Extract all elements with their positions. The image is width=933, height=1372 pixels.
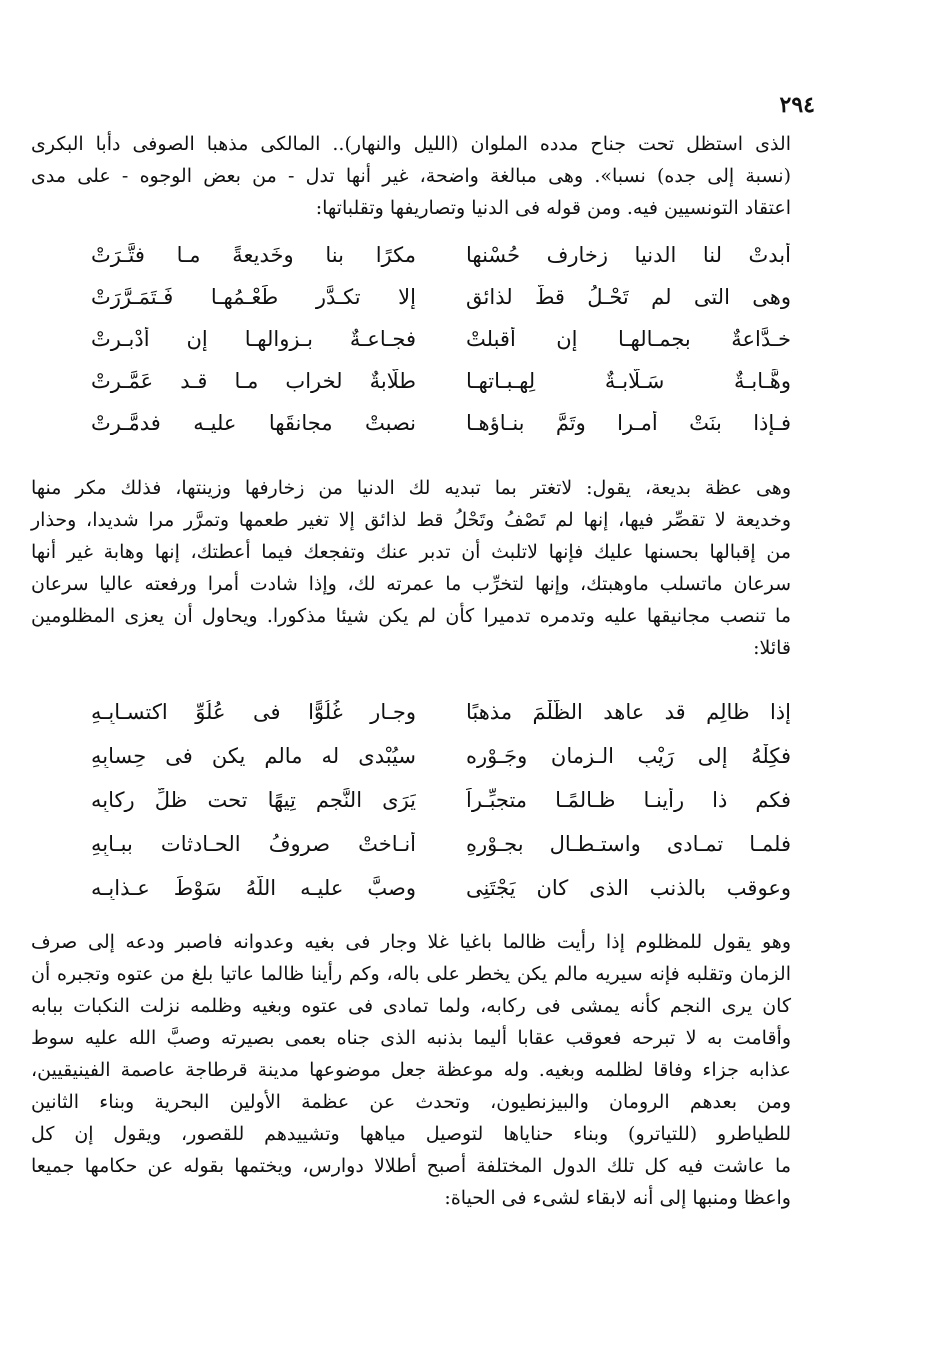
- verse-second-hemistich: وجـار غُلُوًّا فى عُلُوِّ اكتسـابِـهِ: [91, 700, 416, 724]
- paragraph-intro: [31, 128, 791, 224]
- text-line: الذى استظل تحت جناح مدده الملوان (الليل والنهار).. المالكى مذهبا الصوفى دأبا البكرى: [31, 133, 791, 155]
- poem-verse: [91, 369, 791, 411]
- poem-verse: [91, 285, 791, 327]
- verse-second-hemistich: يَرَى النَّجم تِيهًا تحت ظلِّ ركابِه: [91, 788, 416, 812]
- poem-verse: [91, 700, 791, 744]
- poem-world-deceit: [91, 243, 791, 453]
- verse-first-hemistich: فـإذا بنَتْ أمـرا وتَمَّ بنـاؤهـا: [466, 411, 791, 435]
- verse-second-hemistich: نصبتْ مجانقَها عليـه فدمَّـرتْ: [91, 411, 416, 435]
- verse-second-hemistich: إلا تكـدَّر طَعْـمُهـا فَـتَمَـرَّرَتْ: [91, 285, 416, 309]
- text-line: ما عاشت فيه كل تلك الدول المختلفة أصبح أطلالا دوارس، ويختمها بقوله عن حكامها جميعا: [31, 1155, 791, 1177]
- text-line: للطياطرو (للتياترو) وبناء حناياها لتوصيل مياهها وتشييدهم للقصور، ويقول إن كل: [31, 1123, 791, 1145]
- page-number: ٢٩٤: [779, 92, 815, 118]
- verse-second-hemistich: طلَّابةٌ لخراب مـا قـد عَمَّـرتْ: [91, 369, 416, 393]
- text-line: الزمان وتقلبه فإنه سيريه مالم يكن يخطر على باله، وكم رأينا ظالما عاتيا بلغ من عتوه وتجبره أن: [31, 963, 791, 985]
- text-line: ما تنصب مجانيقها عليه وتدمره تدميرا كأن لم يكن شيئا مذكورا. ويحاول أن يعزى المظلومين: [31, 605, 791, 627]
- text-line: عذابه جزاء وفاقا لظلمه وبغيه. وله موعظة جعل موضوعها مدينة قرطاجة عاصمة الفينيقيين،: [31, 1059, 791, 1081]
- verse-first-hemistich: فلمـا تمـادى واستـطـال بجـوْرِهِ: [466, 832, 791, 856]
- verse-first-hemistich: وعوقب بالذنب الذى كان يَجْتَنِى: [466, 876, 791, 900]
- poem-verse: [91, 243, 791, 285]
- poem-verse: [91, 876, 791, 920]
- paragraph-explanation: [31, 926, 791, 1214]
- text-line: واعظا ومنبها إلى أنه لابقاء لشىء فى الحياة:: [444, 1187, 791, 1209]
- text-line: وهو يقول للمظلوم إذا رأيت ظالما باغيا غلا وجار فى بغيه وعدوانه فاصبر ودعه إلى صرف: [31, 931, 791, 953]
- verse-second-hemistich: سيُبْدى له مالم يكن فى حِسابِهِ: [91, 744, 416, 768]
- verse-first-hemistich: أبدتْ لنا الدنيا زخارف حُسْنها: [466, 243, 791, 267]
- paragraph-commentary: [31, 472, 791, 664]
- text-line: سرعان ماتسلب ماوهبتك، وإنها لتخرِّب ما عمرته لك، وإذا شادت أمرا ورفعته عاليا سرعان: [31, 573, 791, 595]
- poem-verse: [91, 832, 791, 876]
- verse-first-hemistich: خـدَّاعةٌ بجمـالهـا إن أقبلتْ: [466, 327, 791, 351]
- text-line: اعتقاد التونسيين فيه. ومن قوله فى الدنيا وتصاريفها وتقلباتها:: [315, 197, 791, 219]
- poem-verse: [91, 788, 791, 832]
- verse-second-hemistich: فجـاعـةٌ بـزوالهـا إن أدْبـرتْ: [91, 327, 416, 351]
- poem-verse: [91, 744, 791, 788]
- verse-second-hemistich: أنـاختْ صروفُ الحـادثات ببـابِهِ: [91, 832, 416, 856]
- verse-first-hemistich: وهى التى لم تَحْـلُ قطُّ لذائق: [466, 285, 791, 309]
- text-line: وهى عظة بديعة، يقول: لاتغتر بما تبديه لك الدنيا من زخارفها وزينتها، فذلك مكر منها: [31, 477, 791, 499]
- text-line: وأقامت به لا تبرحه فعوقب عقابا أليما بذنبه الذى جناه بعمى بصيرته وصبَّ الله عليه سوط: [31, 1027, 792, 1049]
- verse-first-hemistich: وهَّـابـةٌ سَـلَّابـةٌ لِهِـبـاتهـا: [466, 369, 791, 393]
- text-line: كان يرى النجم كأنه يمشى فى ركابه، ولما تمادى فى عتوه وبغيه وظلمه نزلت النكبات ببابه: [31, 995, 791, 1017]
- verse-first-hemistich: فكم ذا رأينـا ظـالمًـا متجبِّـراً: [466, 788, 791, 812]
- text-line: قائلا:: [753, 637, 791, 659]
- verse-first-hemistich: فكِلْهُ إلى رَيْبِ الـزمان وجَـوْرِه: [466, 744, 791, 768]
- text-line: وخديعة لا تقصِّر فيها، إنها لم تَصْفُ وتَحْلُ قط لذائق إلا تغير طعمها وتمرَّر مرا شديدا، وحذار: [31, 509, 791, 531]
- poem-verse: [91, 327, 791, 369]
- verse-second-hemistich: مكرًا بنا وخَديعةً مـا فتَّـرَتْ: [91, 243, 416, 267]
- poem-verse: [91, 411, 791, 453]
- poem-oppressor: [91, 700, 791, 920]
- verse-second-hemistich: وصبَّ عليـه اللّهُ سَوْطَ عـذابِـه: [91, 876, 416, 900]
- text-line: (نسبة إلى جده) نسبا». وهى مبالغة واضحة، غير أنها تدل - من بعض الوجوه - على مدى: [31, 165, 791, 187]
- text-line: من إقبالها بحسنها عليك فإنها لاتلبث أن تدبر عنك وتفجعك فيما أعطتك، إنها وهابة غير أنها: [31, 541, 791, 563]
- verse-first-hemistich: إذا ظالِم قد عاهد الظُّلْمَ مذهبًا: [466, 700, 791, 724]
- text-line: ومن بعدهم الرومان والبيزنطيون، وتحدث عن عظمة الأولين البحرية وبناء الثانين: [31, 1091, 791, 1113]
